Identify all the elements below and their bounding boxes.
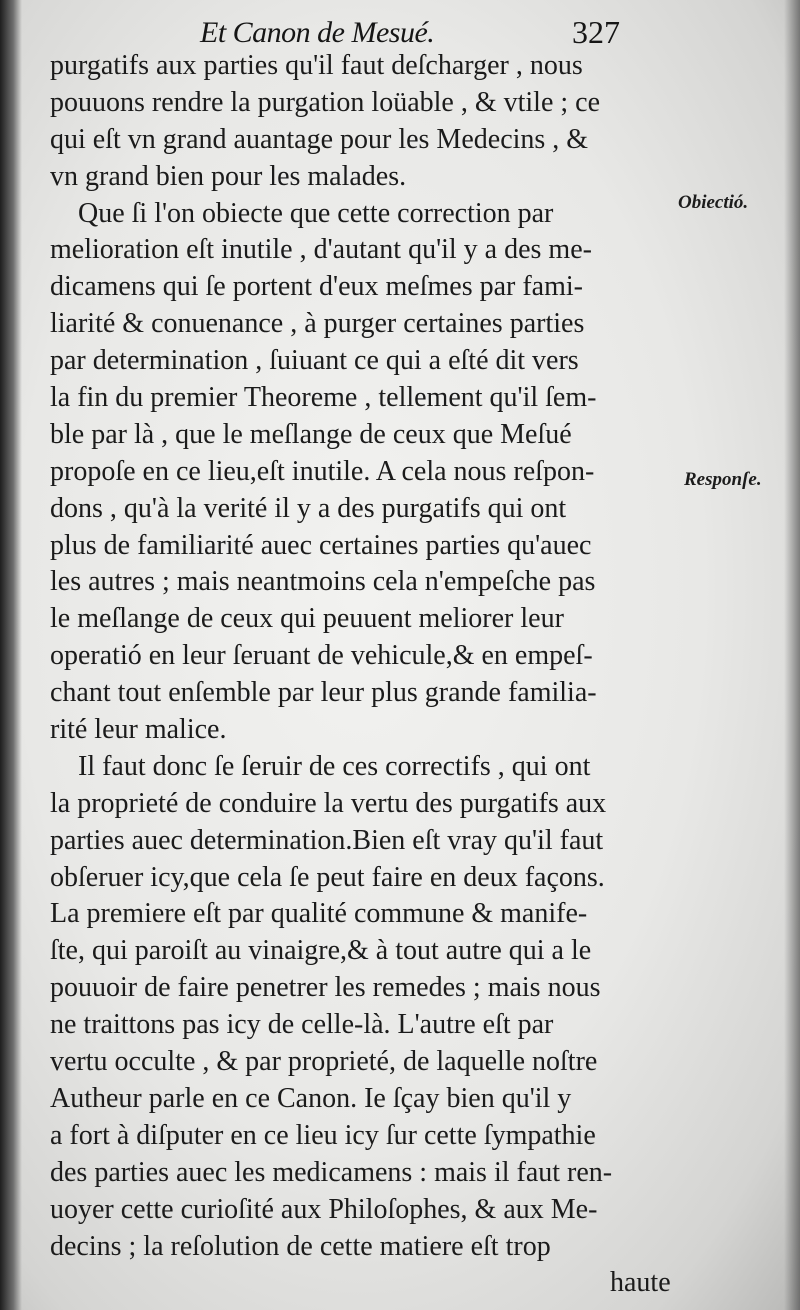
- text-line: la proprieté de conduire la vertu des purgatifs aux: [50, 787, 607, 819]
- text-line: Que ſi l'on obiecte que cette correction par: [78, 197, 554, 229]
- margin-note-response: Responſe.: [684, 469, 762, 490]
- text-line: vn grand bien pour les malades.: [50, 160, 407, 192]
- text-line: operatió en leur ſeruant de vehicule,& en empeſ-: [50, 640, 593, 672]
- text-line: vertu occulte , & par proprieté, de laquelle noſtre: [50, 1046, 598, 1078]
- text-line: purgatifs aux parties qu'il faut deſcharger , nous: [50, 50, 583, 81]
- text-line: chant tout enſemble par leur plus grande familia-: [50, 677, 597, 709]
- text-line: propoſe en ce lieu,eſt inutile. A cela nous reſpon-: [50, 455, 595, 487]
- text-line: par determination , ſuiuant ce qui a eſté dit vers: [50, 345, 579, 377]
- text-line: melioration eſt inutile , d'autant qu'il y a des me-: [50, 234, 592, 266]
- text-line: pouuoir de faire penetrer les remedes ; mais nous: [50, 972, 601, 1004]
- text-line: decins ; la reſolution de cette matiere eſt trop: [50, 1230, 551, 1262]
- running-title: Et Canon de Mesué.: [200, 16, 435, 49]
- text-line: plus de familiarité auec certaines parties qu'auec: [50, 529, 592, 561]
- page-header: [0, 12, 800, 52]
- text-line: liarité & conuenance , à purger certaines parties: [50, 308, 585, 340]
- text-line: dons , qu'à la verité il y a des purgatifs qui ont: [50, 492, 567, 524]
- text-line: uoyer cette curioſité aux Philoſophes, & aux Me-: [50, 1193, 598, 1225]
- page-gutter-shadow: [0, 0, 22, 1310]
- text-line: a fort à diſputer en ce lieu icy ſur cette ſympathie: [50, 1119, 596, 1151]
- text-line: ble par là , que le meſlange de ceux que Meſué: [50, 418, 572, 450]
- text-line: ſte, qui paroiſt au vinaigre,& à tout autre qui a le: [50, 935, 592, 967]
- text-line: Il faut donc ſe ſeruir de ces correctifs , qui ont: [78, 750, 591, 782]
- text-line: des parties auec les medicamens : mais il faut ren-: [50, 1156, 613, 1188]
- page-edge-shadow: [784, 0, 800, 1310]
- text-line: les autres ; mais neantmoins cela n'empeſche pas: [50, 566, 596, 598]
- text-line: rité leur malice.: [50, 714, 227, 746]
- page-number: 327: [572, 14, 620, 50]
- text-line: pouuons rendre la purgation loüable , & vtile ; ce: [50, 86, 601, 118]
- text-line: dicamens qui ſe portent d'eux meſmes par fami-: [50, 271, 583, 303]
- text-line: obſeruer icy,que cela ſe peut faire en deux façons.: [50, 861, 605, 893]
- text-line: ne traittons pas icy de celle-là. L'autre eſt par: [50, 1009, 554, 1041]
- text-line: le meſlange de ceux qui peuuent meliorer leur: [50, 603, 564, 635]
- body-text: [50, 48, 680, 1302]
- text-line: Autheur parle en ce Canon. Ie ſçay bien qu'il y: [50, 1082, 572, 1114]
- text-line: la fin du premier Theoreme , tellement qu'il ſem-: [50, 382, 597, 414]
- text-line: parties auec determination.Bien eſt vray qu'il faut: [50, 824, 604, 856]
- text-line: qui eſt vn grand auantage pour les Medecins , &: [50, 123, 589, 155]
- margin-note-objection: Obiectió.: [678, 192, 749, 213]
- catchword: haute: [610, 1267, 671, 1299]
- text-line: La premiere eſt par qualité commune & manife-: [50, 898, 588, 930]
